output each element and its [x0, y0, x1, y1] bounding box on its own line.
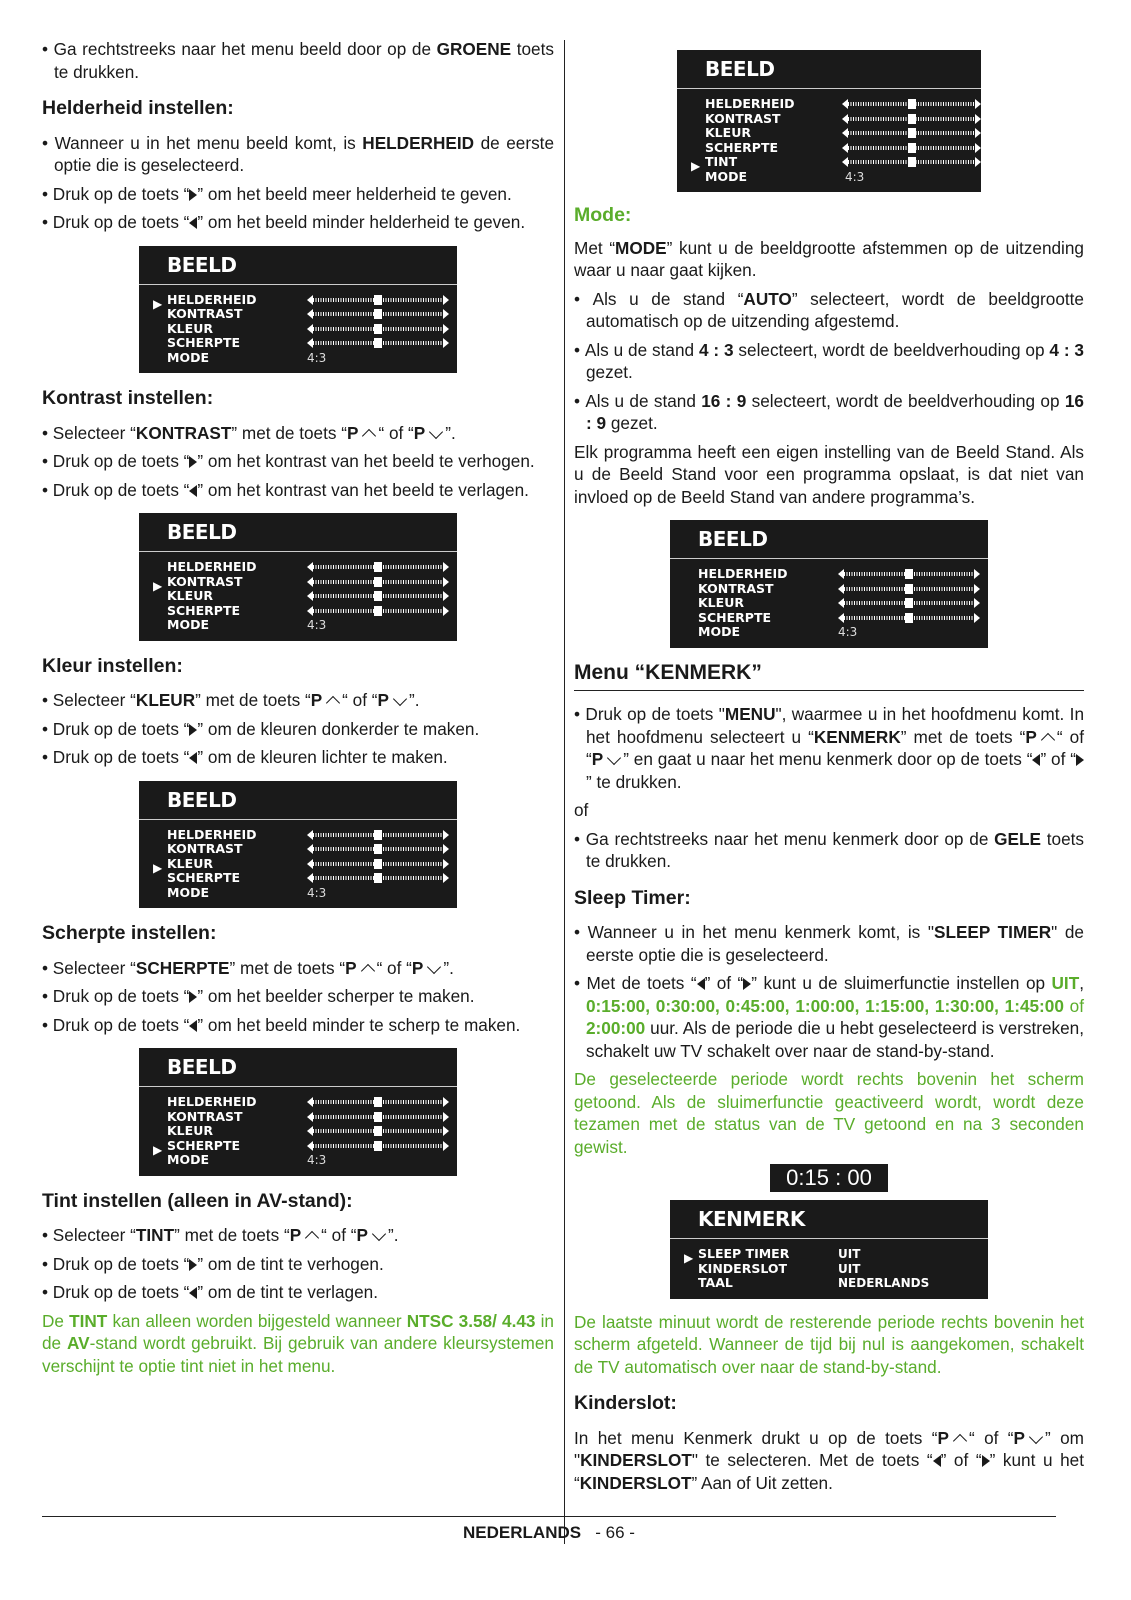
menu-item-mode — [698, 625, 988, 640]
sleep-note-2: De laatste minuut wordt de resterende periode rechts bovenin het scherm afgeteld. Wanneer de tijd bij nul is aangekomen, schakelt de TV automatisch over naar de stand-by-stand. — [574, 1311, 1084, 1377]
tint-bullet-3: • Druk op de toets “ ” om de tint te verlagen. — [42, 1281, 554, 1304]
menu-item-label: HELDERHEID — [698, 566, 788, 581]
slider-knob — [374, 591, 382, 601]
slider-knob — [374, 577, 382, 587]
kontrast-bullet-1: • Selecteer “KONTRAST” met de toets “P “ of “P ”. — [42, 422, 554, 445]
menu-rows — [670, 1239, 988, 1299]
level-slider — [842, 128, 981, 138]
menu-rows — [139, 285, 457, 374]
slider-knob — [374, 606, 382, 616]
menu-item-mode — [167, 1153, 457, 1168]
tint-bullet-2: • Druk op de toets “ ” om de tint te verhogen. — [42, 1253, 554, 1276]
kinderslot-paragraph: In het menu Kenmerk drukt u op de toets “P “ of “P ” om "KINDERSLOT" te selecteren. Met de toets “ ” of “ ” kunt u het “KINDERSLOT” Aan of Uit zetten. — [574, 1427, 1084, 1493]
menu-item-label: HELDERHEID — [167, 826, 257, 842]
menu-item-label: KLEUR — [167, 588, 213, 603]
menu-item-label: SCHERPTE — [167, 870, 241, 885]
menu-item-label: SCHERPTE — [167, 1137, 241, 1153]
menu-title: BEELD — [139, 246, 457, 285]
menu-item-label: KLEUR — [167, 320, 213, 336]
beeld-menu-mode — [670, 520, 988, 648]
menu-item-label: HELDERHEID — [167, 291, 257, 307]
slider-right-arrow-icon — [443, 844, 449, 854]
chevron-up-icon — [326, 696, 340, 710]
slider-right-arrow-icon — [443, 830, 449, 840]
selection-pointer-icon: ▶ — [153, 578, 163, 593]
level-slider — [842, 114, 981, 124]
menu-title: BEELD — [670, 520, 988, 559]
slider-right-arrow-icon — [975, 157, 981, 167]
menu-item-label: TAAL — [698, 1275, 733, 1290]
chevron-up-icon — [1041, 733, 1055, 747]
left-arrow-icon — [697, 978, 705, 990]
level-slider — [838, 613, 980, 623]
level-slider — [307, 338, 449, 348]
page-number: - 66 - — [595, 1523, 635, 1542]
menu-item-value: NEDERLANDS — [838, 1276, 930, 1290]
slider-knob — [374, 1126, 382, 1136]
menu-item-label: KONTRAST — [705, 110, 781, 126]
kenmerk-bullet-1: • Druk op de toets "MENU", waarmee u in het hoofdmenu komt. In het hoofdmenu selecteert u “KENMERK” met de toets “P “ of “P ” en gaat u naar het menu kenmerk door op de toets “ ” of “” te drukken. — [574, 703, 1084, 793]
page-footer — [42, 1516, 1056, 1543]
menu-rows — [677, 89, 981, 192]
menu-item-value: UIT — [838, 1261, 861, 1276]
level-slider — [307, 844, 449, 854]
slider-knob — [908, 114, 916, 124]
sleep-heading: Sleep Timer: — [574, 886, 691, 909]
slider-right-arrow-icon — [443, 1112, 449, 1122]
slider-right-arrow-icon — [443, 324, 449, 334]
chevron-up-icon — [360, 964, 374, 978]
menu-rows — [139, 552, 457, 641]
level-slider — [307, 859, 449, 869]
level-slider — [307, 577, 449, 587]
slider-knob — [374, 873, 382, 883]
sleep-timer-display: 0:15 : 00 — [770, 1164, 888, 1192]
slider-knob — [905, 584, 913, 594]
tint-note: De TINT kan alleen worden bijgesteld wanneer NTSC 3.58/ 4.43 in de AV-stand wordt gebruikt. Bij gebruik van andere kleursystemen verschijnt te optie tint niet in het menu. — [42, 1310, 554, 1376]
slider-knob — [374, 830, 382, 840]
slider-right-arrow-icon — [974, 569, 980, 579]
slider-right-arrow-icon — [443, 338, 449, 348]
slider-knob — [374, 1097, 382, 1107]
menu-item-label: KONTRAST — [167, 841, 243, 856]
helderheid-heading: Helderheid instellen: — [42, 97, 234, 119]
level-slider — [307, 324, 449, 334]
kinderslot-heading: Kinderslot: — [574, 1392, 677, 1414]
menu-item-label: KONTRAST — [167, 306, 243, 321]
mode-paragraph: Elk programma heeft een eigen instelling van de Beeld Stand. Als u de Beeld Stand voor een programma opslaat, is dat niet van invloed op de Beeld Stand van andere programma’s. — [574, 441, 1084, 507]
slider-knob — [374, 324, 382, 334]
menu-item-value: UIT — [838, 1247, 861, 1261]
chevron-down-icon — [372, 1227, 386, 1241]
level-slider — [838, 569, 980, 579]
beeld-menu-helderheid — [139, 246, 457, 374]
slider-knob — [374, 295, 382, 305]
slider-right-arrow-icon — [443, 1141, 449, 1151]
slider-right-arrow-icon — [975, 99, 981, 109]
menu-title: BEELD — [677, 50, 981, 89]
beeld-menu-scherpte — [139, 1048, 457, 1176]
slider-right-arrow-icon — [974, 598, 980, 608]
scherpte-bullet-2: • Druk op de toets “ ” om het beelder scherper te maken. — [42, 985, 554, 1008]
menu-item-label: SCHERPTE — [705, 139, 779, 155]
level-slider — [307, 606, 449, 616]
slider-right-arrow-icon — [974, 584, 980, 594]
left-arrow-icon — [933, 1455, 941, 1467]
kenmerk-menu — [670, 1200, 988, 1299]
kontrast-bullet-2: • Druk op de toets “ ” om het kontrast van het beeld te verhogen. — [42, 450, 554, 473]
of-text: of — [574, 800, 589, 820]
slider-knob — [908, 99, 916, 109]
menu-item-label: SCHERPTE — [167, 602, 241, 618]
menu-item-label: KONTRAST — [167, 1108, 243, 1124]
slider-right-arrow-icon — [975, 143, 981, 153]
beeld-menu-kleur — [139, 781, 457, 909]
chevron-up-icon — [305, 1231, 319, 1245]
selection-pointer-icon: ▶ — [153, 296, 163, 311]
slider-knob — [905, 598, 913, 608]
slider-knob — [908, 143, 916, 153]
menu-item-mode — [167, 351, 457, 366]
slider-knob — [374, 338, 382, 348]
tint-bullet-1: • Selecteer “TINT” met de toets “P “ of “P ”. — [42, 1224, 554, 1247]
scherpte-bullet-1: • Selecteer “SCHERPTE” met de toets “P “ of “P ”. — [42, 957, 554, 980]
sleep-note-1: De geselecteerde periode wordt rechts bovenin het scherm getoond. Als de sluimerfunctie geactiveerd wordt, wordt deze tezamen met de status van de TV getoond en na 3 seconden gewist. — [574, 1069, 1084, 1157]
menu-item-label: HELDERHEID — [167, 1094, 257, 1109]
mode-intro: Met “MODE” kunt u de beeldgrootte afstemmen op de uitzending waar u naar gaat kijken. — [574, 237, 1084, 280]
slider-right-arrow-icon — [443, 309, 449, 319]
mode-value: 4:3 — [845, 169, 865, 184]
slider-knob — [374, 844, 382, 854]
selection-pointer-icon: ▶ — [684, 1251, 694, 1265]
level-slider — [307, 1126, 449, 1136]
level-slider — [307, 1112, 449, 1122]
beeld-menu-tint — [677, 50, 981, 192]
level-slider — [842, 143, 981, 153]
slider-right-arrow-icon — [443, 859, 449, 869]
slider-right-arrow-icon — [443, 606, 449, 616]
menu-item-label: MODE — [705, 168, 747, 184]
menu-title: BEELD — [139, 781, 457, 820]
chevron-down-icon — [429, 425, 443, 439]
kleur-bullet-3: • Druk op de toets “ ” om de kleuren lichter te maken. — [42, 746, 554, 769]
mode-bullet-1: • Als u de stand “AUTO” selecteert, wordt de beeldgrootte automatisch op de uitzending afgestemd. — [574, 288, 1084, 333]
menu-title: BEELD — [139, 1048, 457, 1087]
left-column — [42, 38, 554, 1383]
chevron-down-icon — [393, 692, 407, 706]
level-slider — [307, 562, 449, 572]
slider-knob — [374, 562, 382, 572]
tint-heading: Tint instellen (alleen in AV-stand): — [42, 1189, 353, 1212]
menu-item-mode — [705, 170, 981, 185]
slider-right-arrow-icon — [975, 114, 981, 124]
right-arrow-icon — [1076, 754, 1084, 766]
menu-item-label: SLEEP TIMER — [698, 1246, 790, 1261]
slider-knob — [905, 569, 913, 579]
menu-item-label: HELDERHEID — [167, 559, 257, 574]
selection-pointer-icon: ▶ — [691, 159, 701, 173]
right-column — [574, 38, 1084, 1500]
menu-rows — [139, 1087, 457, 1176]
mode-heading: Mode: — [574, 204, 632, 226]
menu-item-label: MODE — [167, 349, 209, 365]
menu-item-label: MODE — [698, 624, 740, 639]
selection-pointer-icon: ▶ — [153, 1142, 163, 1157]
menu-item-label: HELDERHEID — [705, 96, 795, 111]
level-slider — [838, 598, 980, 608]
footer-language: NEDERLANDS — [463, 1523, 582, 1542]
mode-value: 4:3 — [307, 1153, 327, 1167]
menu-rows — [670, 559, 988, 648]
level-slider — [307, 830, 449, 840]
level-slider — [307, 295, 449, 305]
menu-item-label: MODE — [167, 1152, 209, 1167]
slider-knob — [374, 309, 382, 319]
slider-right-arrow-icon — [443, 562, 449, 572]
slider-right-arrow-icon — [443, 873, 449, 883]
chevron-down-icon — [607, 751, 621, 765]
menu-item-label: KINDERSLOT — [698, 1260, 788, 1276]
selection-pointer-icon: ▶ — [153, 860, 163, 875]
slider-right-arrow-icon — [443, 1097, 449, 1107]
mode-value: 4:3 — [307, 350, 327, 365]
slider-knob — [374, 1141, 382, 1151]
level-slider — [307, 309, 449, 319]
scherpte-heading: Scherpte instellen: — [42, 922, 217, 944]
chevron-down-icon — [427, 960, 441, 974]
helderheid-bullet-2: • Druk op de toets “ ” om het beeld meer helderheid te geven. — [42, 183, 554, 206]
kenmerk-bullet-2: • Ga rechtstreeks naar het menu kenmerk door op de GELE toets te drukken. — [574, 828, 1084, 873]
slider-right-arrow-icon — [443, 295, 449, 305]
sleep-bullet-1: • Wanneer u in het menu kenmerk komt, is "SLEEP TIMER" de eerste optie die is geselecteerd. — [574, 921, 1084, 966]
beeld-menu-kontrast — [139, 513, 457, 641]
level-slider — [307, 1141, 449, 1151]
level-slider — [307, 873, 449, 883]
slider-right-arrow-icon — [975, 128, 981, 138]
slider-knob — [908, 128, 916, 138]
kleur-heading: Kleur instellen: — [42, 654, 183, 677]
kenmerk-heading: Menu “KENMERK” — [574, 662, 1084, 692]
slider-right-arrow-icon — [443, 1126, 449, 1136]
level-slider — [307, 591, 449, 601]
menu-item-label: KLEUR — [167, 1123, 213, 1138]
slider-knob — [908, 157, 916, 167]
slider-right-arrow-icon — [443, 591, 449, 601]
menu-item-label: MODE — [167, 617, 209, 632]
chevron-down-icon — [1029, 1430, 1043, 1444]
level-slider — [307, 1097, 449, 1107]
slider-right-arrow-icon — [443, 577, 449, 587]
slider-knob — [905, 613, 913, 623]
mode-bullet-3: • Als u de stand 16 : 9 selecteert, wordt de beeldverhouding op 16 : 9 gezet. — [574, 390, 1084, 435]
menu-title: KENMERK — [670, 1200, 988, 1239]
slider-knob — [374, 1112, 382, 1122]
mode-bullet-2: • Als u de stand 4 : 3 selecteert, wordt de beeldverhouding op 4 : 3 gezet. — [574, 339, 1084, 384]
chevron-up-icon — [953, 1434, 967, 1448]
kleur-bullet-2: • Druk op de toets “ ” om de kleuren donkerder te maken. — [42, 718, 554, 741]
slider-right-arrow-icon — [974, 613, 980, 623]
scherpte-bullet-3: • Druk op de toets “ ” om het beeld minder te scherp te maken. — [42, 1014, 554, 1037]
mode-value: 4:3 — [838, 625, 858, 639]
right-arrow-icon — [982, 1455, 990, 1467]
menu-rows — [139, 820, 457, 909]
menu-item-label: MODE — [167, 884, 209, 900]
level-slider — [842, 99, 981, 109]
menu-item-label: SCHERPTE — [167, 335, 241, 350]
menu-item-label: KONTRAST — [167, 573, 243, 589]
menu-title: BEELD — [139, 513, 457, 552]
chevron-up-icon — [362, 429, 376, 443]
menu-item-taal — [698, 1276, 988, 1291]
mode-value: 4:3 — [307, 885, 327, 900]
helderheid-bullet-1: • Wanneer u in het menu beeld komt, is HELDERHEID de eerste optie die is geselecteerd. — [42, 132, 554, 177]
kontrast-bullet-3: • Druk op de toets “ ” om het kontrast van het beeld te verlagen. — [42, 479, 554, 502]
menu-item-label: KLEUR — [705, 125, 751, 140]
kleur-bullet-1: • Selecteer “KLEUR” met de toets “P “ of “P ”. — [42, 689, 554, 712]
menu-item-label: KONTRAST — [698, 580, 774, 596]
menu-item-mode — [167, 618, 457, 633]
column-divider — [564, 40, 565, 1544]
intro-bullet: • Ga rechtstreeks naar het menu beeld door op de GROENE toets te drukken. — [42, 38, 554, 83]
menu-item-label: KLEUR — [167, 855, 213, 871]
menu-item-label: SCHERPTE — [698, 609, 772, 625]
kontrast-heading: Kontrast instellen: — [42, 387, 214, 409]
level-slider — [838, 584, 980, 594]
menu-item-label: KLEUR — [698, 595, 744, 610]
mode-value: 4:3 — [307, 618, 327, 632]
menu-item-label: TINT — [705, 154, 738, 169]
slider-knob — [374, 859, 382, 869]
menu-item-mode — [167, 886, 457, 901]
sleep-bullet-2: • Met de toets “ ” of “ ” kunt u de sluimerfunctie instellen op UIT, 0:15:00, 0:30:00, 0:45:00, 1:00:00, 1:15:00, 1:30:00, 1:45:00 of 2:00:00 uur. Als de periode die u hebt geselecteerd is verstreken, schakelt uw TV schakelt over naar de stand-by-stand. — [574, 972, 1084, 1062]
helderheid-bullet-3: • Druk op de toets “ ” om het beeld minder helderheid te geven. — [42, 211, 554, 234]
